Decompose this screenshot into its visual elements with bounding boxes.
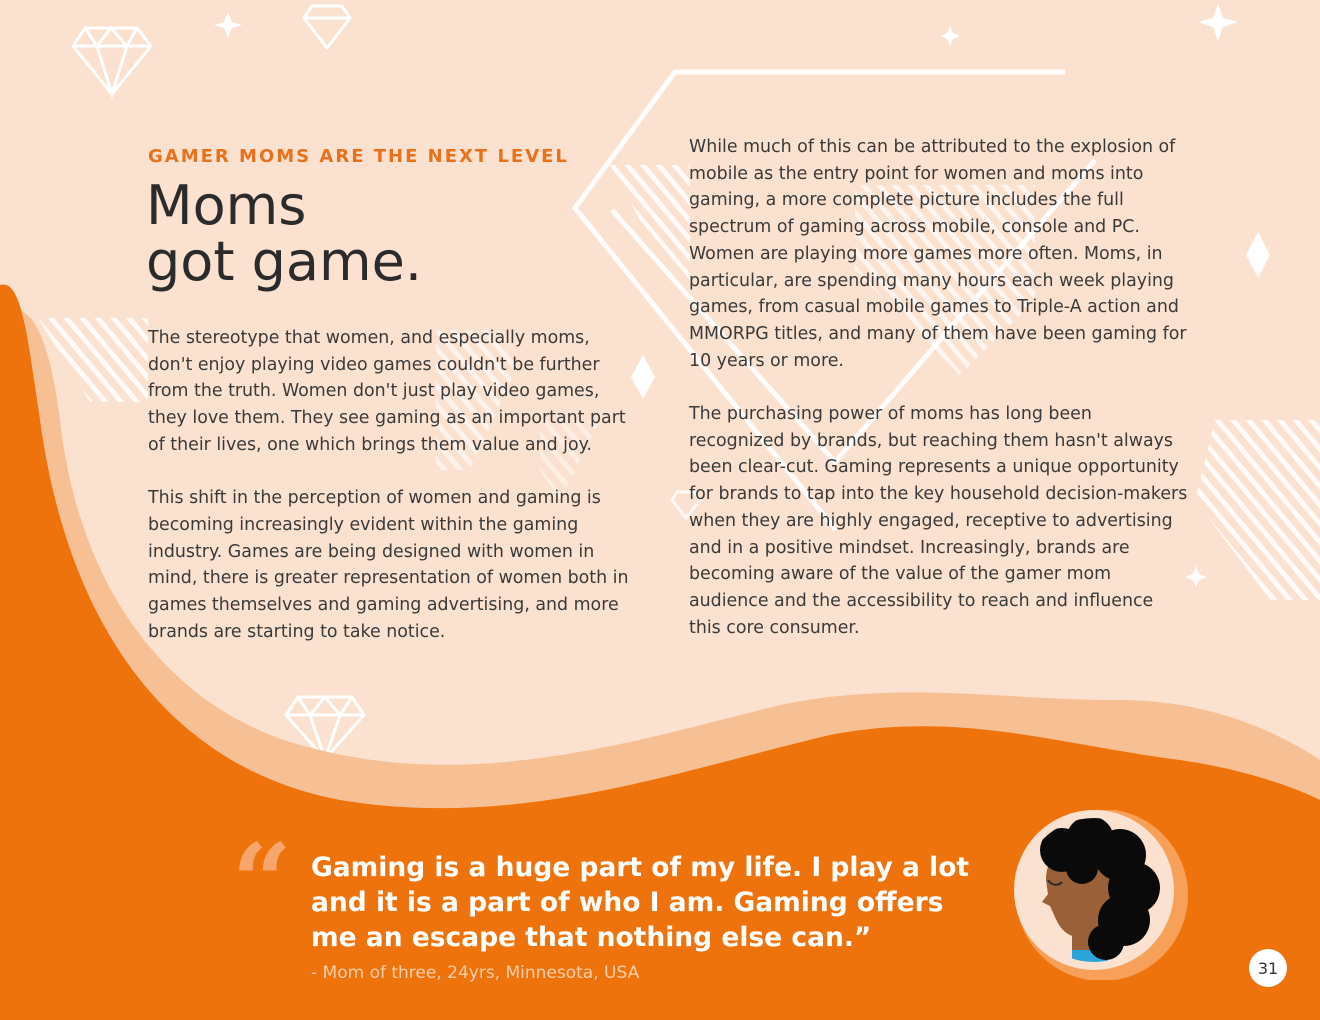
quote-attribution: - Mom of three, 24yrs, Minnesota, USA	[311, 963, 640, 983]
left-column	[148, 325, 636, 672]
sparkle-icon	[1198, 4, 1238, 41]
quote-mark-icon: “	[232, 820, 292, 943]
stripe-shape-5	[1195, 420, 1320, 600]
paragraph: The purchasing power of moms has long been recognized by brands, but reaching them hasn't always been clear-cut. Gaming represents a unique opportunity for brands to tap into the key household decision-makers when they are highly engaged, receptive to advertising and in a positive mindset. Increasingly, brands are becoming aware of the value of the gamer mom audience and the accessibility to reach and influence this core consumer.	[689, 404, 1188, 638]
page-number: 31	[1249, 949, 1287, 987]
right-column	[689, 134, 1189, 668]
paragraph: While much of this can be attributed to the explosion of mobile as the entry point for women and moms into gaming, a more complete picture includes the full spectrum of gaming across mobile, console and PC. Women are playing more games more often. Moms, in particular, are spending many hours each week playing games, from casual mobile games to Triple-A action and MMORPG titles, and many of them have been gaming for 10 years or more.	[689, 137, 1187, 371]
section-eyebrow: GAMER MOMS ARE THE NEXT LEVEL	[148, 146, 569, 167]
woman-avatar-icon	[1002, 810, 1192, 980]
paragraph: The stereotype that women, and especially moms, don't enjoy playing video games couldn't be further from the truth. Women don't just play video games, they love them. They see gaming as an important part of their lives, one which brings them value and joy.	[148, 328, 626, 455]
sparkle-icon	[1246, 232, 1270, 278]
sparkle-icon	[940, 26, 960, 46]
diamond-icon	[73, 28, 151, 94]
title-line-2: got game.	[146, 230, 423, 293]
sparkle-icon	[214, 12, 242, 38]
pull-quote: Gaming is a huge part of my life. I play a lot and it is a part of who I am. Gaming offers me an escape that nothing else can.”	[311, 852, 970, 953]
page-title	[146, 174, 606, 293]
paragraph: This shift in the perception of women and gaming is becoming increasingly evident within the gaming industry. Games are being designed with women in mind, there is greater representation of women both in games themselves and gaming advertising, and more brands are starting to take notice.	[148, 488, 629, 642]
diamond-icon	[304, 6, 350, 48]
title-line-1: Moms	[146, 174, 307, 237]
